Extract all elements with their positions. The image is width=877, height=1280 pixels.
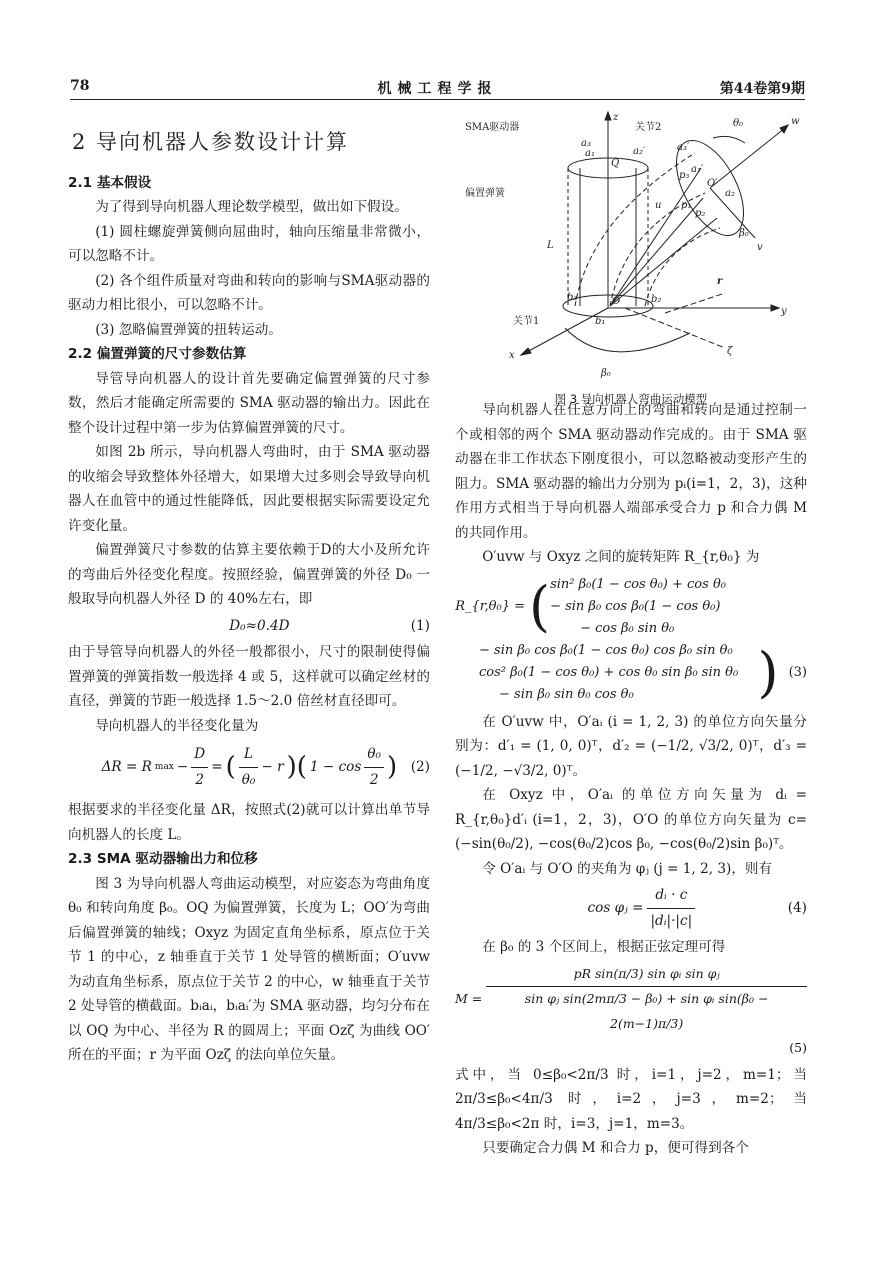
paragraph: 在 O′uvw 中，O′aᵢ (i = 1, 2, 3) 的单位方向矢量分别为：d′₁ = (1, 0, 0)ᵀ，d′₂ = (−1/2, √3/2, 0)ᵀ，d′₃ = (−1/2, −√3/2, 0)ᵀ。 xyxy=(455,713,807,779)
bending-model-diagram xyxy=(455,108,807,378)
running-header xyxy=(70,78,805,98)
p1-label: p₁ xyxy=(681,200,692,211)
assumption-1: (1) 圆柱螺旋弹簧侧向屈曲时，轴向压缩量非常微小，可以忽略不计。 xyxy=(68,223,430,264)
paragraph: 图 3 为导向机器人弯曲运动模型，对应姿态为弯曲角度 θ₀ 和转向角度 β₀。OQ 为偏置弹簧，长度为 L；OO′为弯曲后偏置弹簧的轴线；Oxyz 为固定直角坐标系，原点位于关节 1 的中心，z 轴垂直于关节 1 处导管的横断面；O′uvw 为动直角坐标系，原点位于关节 2 的中心，w 轴垂直于关节 2 处导管的横截面。bᵢaᵢ，bᵢaᵢ′为 SMA 驱动器，均匀分布在以 OQ 为中心、半径为 R 的圆周上；平面 Ozζ 为曲线 OO′所在的平面；r 为平面 Ozζ 的法向单位矢量。 xyxy=(68,875,430,1063)
b2-label: b₂ xyxy=(651,294,662,305)
theta0-label: θ₀ xyxy=(733,118,744,129)
right-column xyxy=(455,108,807,1161)
r-label: r xyxy=(717,276,723,287)
beta0-label-bottom: β₀ xyxy=(601,368,611,378)
a1p-label: a₁′ xyxy=(691,164,704,175)
matrix-row: cos² β₀(1 − cos θ₀) + cos θ₀ sin β₀ sin θ₀ xyxy=(479,664,739,680)
assumption-2: (2) 各个组件质量对弯曲和转向的影响与SMA驱动器的驱动力相比很小，可以忽略不计。 xyxy=(68,272,430,313)
equation-3-number: (3) xyxy=(788,664,807,680)
matrix-row: − sin β₀ sin θ₀ cos θ₀ xyxy=(499,686,634,702)
subsection-title-2-3: 2.3 SMA 驱动器输出力和位移 xyxy=(68,851,258,867)
paragraph: 根据要求的半径变化量 ΔR，按照式(2)就可以计算出单节导向机器人的长度 L。 xyxy=(68,802,430,843)
L-label: L xyxy=(547,240,554,251)
left-column xyxy=(68,108,430,1068)
paragraph: O′uvw 与 Oxyz 之间的旋转矩阵 R_{r,θ₀} 为 xyxy=(482,549,760,565)
equation-1 xyxy=(68,614,430,639)
paragraph: 由于导管导向机器人的外径一般都很小，尺寸的限制使得偏置弹簧的弹簧指数一般选择 4 或 5，这样就可以确定丝材的直径，弹簧的节距一般选择 1.5～2.0 倍丝材直径即可。 xyxy=(68,644,430,709)
equation-2 xyxy=(68,742,430,792)
paragraph: 式中，当 0≤β₀<2π/3 时，i=1，j=2，m=1；当 2π/3≤β₀<4π/3 时，i=2，j=3，m=2；当 4π/3≤β₀<2π 时，i=3，j=1，m=3。 xyxy=(455,1066,807,1132)
matrix-row: − cos β₀ sin θ₀ xyxy=(580,620,675,636)
spring-label: 偏置弹簧 xyxy=(465,188,505,199)
sma-label: SMA驱动器 xyxy=(465,122,520,133)
figure-caption: 图 3 导向机器人弯曲运动模型 xyxy=(554,391,708,406)
paragraph: 只要确定合力偶 M 和合力 p，便可得到各个 xyxy=(482,1140,749,1156)
w-label: w xyxy=(791,116,800,127)
x-axis xyxy=(525,308,608,353)
page-number: 78 xyxy=(70,78,90,94)
journal-title: 机械工程学报 xyxy=(377,81,498,97)
section-title: 2 导向机器人参数设计计算 xyxy=(72,130,350,154)
paragraph: 为了得到导向机器人理论数学模型，做出如下假设。 xyxy=(95,199,408,215)
O2-label: O′ xyxy=(707,178,718,189)
equation-2-body: ΔR = R max − $\frac{D}{2}$ = ( $\frac{L}{\text{θ₀}}$ − r )( 1 − cos $\frac{\text{θ₀}}{2}$ ) xyxy=(102,742,398,792)
equation-1-body: D₀≈0.4D xyxy=(229,617,290,634)
a3p-label: a₃′ xyxy=(677,142,690,153)
a2p-label: a₂′ xyxy=(633,146,646,157)
paragraph: 在 β₀ 的 3 个区间上，根据正弦定理可得 xyxy=(482,939,726,955)
u-label: u xyxy=(655,200,662,211)
joint1-label: 关节1 xyxy=(513,316,540,327)
equation-2-number: (2) xyxy=(410,758,430,775)
p3-label: p₃ xyxy=(679,170,690,181)
beta0-label-top: β₀ xyxy=(739,228,749,239)
figure-3 xyxy=(455,108,807,406)
equation-4-number: (4) xyxy=(787,899,807,916)
equation-4: cos φⱼ = $\frac{\text{dᵢ · c}}{\text{|dᵢ|·|c|}}$ (4) xyxy=(455,883,807,933)
paragraph: 导向机器人的半径变化量为 xyxy=(95,717,259,734)
paragraph: 导向机器人在任意方向上的弯曲和转向是通过控制一个或相邻的两个 SMA 驱动器动作完成的。由于 SMA 驱动器在非工作状态下刚度很小，可以忽略被动变形产生的阻力。SMA 驱动器的输出力分别为 pᵢ(i=1，2，3)，这种作用方式相当于导向机器人端部承受合力 p 和合力偶 M 的共同作用。 xyxy=(455,402,807,541)
matrix-row: sin² β₀(1 − cos θ₀) + cos θ₀ xyxy=(550,576,726,592)
header-rule xyxy=(70,99,805,100)
equation-5: M = $\frac{\text{pR sin(π/3) sin φᵢ sin φⱼ}}{\text{sin φⱼ sin(2mπ/3 − β₀) + sin φᵢ sin(β₀ − 2(m−1)π/3)}}$ (5) xyxy=(455,962,807,1061)
y-label: y xyxy=(781,306,787,317)
equation-1-number: (1) xyxy=(410,617,430,634)
z-label: z xyxy=(613,112,619,123)
p2-label: p₂ xyxy=(695,208,706,219)
b1-label: b₁ xyxy=(595,316,606,327)
joint2-label: 关节2 xyxy=(635,122,662,133)
assumption-3: (3) 忽略偏置弹簧的扭转运动。 xyxy=(95,321,282,338)
a2-label: a₂ xyxy=(725,188,735,199)
paragraph: 如图 2b 所示，导向机器人弯曲时，由于 SMA 驱动器的收缩会导致整体外径增大，如果增大过多则会导致导向机器人在血管中的通过性能降低，因此要根据实际需要设定允许变化量。 xyxy=(68,444,430,534)
paragraph: 导管导向机器人的设计首先要确定偏置弹簧的尺寸参数，然后才能确定所需要的 SMA 驱动器的输出力。因此在整个设计过程中第一步为估算偏置弹簧的尺寸。 xyxy=(68,370,430,436)
subsection-title-2-2: 2.2 偏置弹簧的尺寸参数估算 xyxy=(68,346,247,362)
a3-label: a₃ xyxy=(581,138,591,149)
O-label: O xyxy=(612,296,621,307)
v-label: v xyxy=(757,242,763,253)
paragraph: 偏置弹簧尺寸参数的估算主要依赖于D的大小及所允许的弯曲后外径变化程度。按照经验，偏置弹簧的外径 D₀ 一般取导向机器人外径 D 的 40%左右，即 xyxy=(68,542,430,607)
b3-label: b₃ xyxy=(567,292,578,303)
Q-label: Q xyxy=(611,158,620,169)
paragraph: 令 O′aᵢ 与 O′O 的夹角为 φⱼ (j = 1, 2, 3)，则有 xyxy=(482,860,773,877)
matrix-row: − sin β₀ cos β₀(1 − cos θ₀) xyxy=(550,598,721,614)
a1-label: a₁ xyxy=(585,148,595,159)
matrix-row: − sin β₀ cos β₀(1 − cos θ₀) cos β₀ sin θ₀ xyxy=(479,642,733,658)
equation-5-number: (5) xyxy=(789,1040,807,1055)
matrix-lhs: R_{r,θ₀} = xyxy=(455,598,525,614)
subsection-title-2-1: 2.1 基本假设 xyxy=(68,174,152,191)
equation-3: R_{r,θ₀} = ( sin² β₀(1 − cos θ₀) + cos θ₀ − sin β₀ cos β₀(1 − cos θ₀) − cos β₀ sin θ₀ − sin β₀ cos β₀(1 − cos θ₀) cos β₀ sin θ₀ cos² β₀(1 − cos θ₀) + cos θ₀ sin β₀ sin θ₀ − sin β₀ sin θ₀ cos θ₀ ) (3) xyxy=(455,574,807,704)
paragraph: 在 Oxyz 中，O′aᵢ 的单位方向矢量为 dᵢ = R_{r,θ₀}d′ᵢ (i=1，2，3)，O′O 的单位方向矢量为 c= (−sin(θ₀/2), −cos(θ₀/2)cos β₀, −cos(θ₀/2)sin β₀)ᵀ。 xyxy=(455,787,807,852)
issue-label: 第44卷第9期 xyxy=(719,81,805,97)
x-label: x xyxy=(509,350,515,361)
zeta-label: ζ xyxy=(727,346,733,357)
